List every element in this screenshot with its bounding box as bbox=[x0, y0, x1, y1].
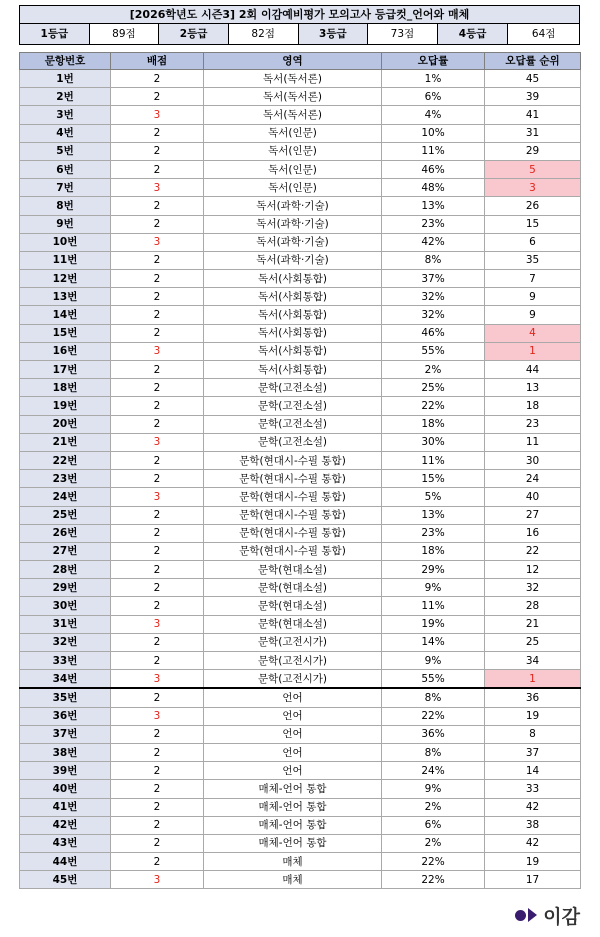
error-rank: 6 bbox=[485, 233, 581, 251]
question-number: 26번 bbox=[20, 524, 111, 542]
table-row bbox=[20, 415, 581, 433]
grade-label: 4등급 bbox=[438, 24, 509, 44]
question-number: 11번 bbox=[20, 251, 111, 269]
error-rank: 23 bbox=[485, 415, 581, 433]
table-row bbox=[20, 124, 581, 142]
question-number: 23번 bbox=[20, 470, 111, 488]
point-value: 2 bbox=[111, 470, 204, 488]
question-number: 22번 bbox=[20, 451, 111, 469]
point-value: 3 bbox=[111, 871, 204, 889]
point-value: 2 bbox=[111, 397, 204, 415]
point-value: 2 bbox=[111, 561, 204, 579]
question-number: 20번 bbox=[20, 415, 111, 433]
question-number: 7번 bbox=[20, 179, 111, 197]
column-header: 배점 bbox=[111, 53, 204, 70]
error-rank: 5 bbox=[485, 160, 581, 178]
error-rank: 37 bbox=[485, 743, 581, 761]
table-row bbox=[20, 762, 581, 780]
point-value: 2 bbox=[111, 142, 204, 160]
table-row bbox=[20, 342, 581, 360]
error-rate: 9% bbox=[382, 780, 485, 798]
column-header: 오답률 bbox=[382, 53, 485, 70]
table-row bbox=[20, 853, 581, 871]
domain-area: 독서(인문) bbox=[204, 160, 382, 178]
error-rate: 18% bbox=[382, 542, 485, 560]
error-rank: 1 bbox=[485, 670, 581, 689]
domain-area: 문학(현대소설) bbox=[204, 579, 382, 597]
error-rank: 12 bbox=[485, 561, 581, 579]
error-rate: 13% bbox=[382, 506, 485, 524]
error-rate: 22% bbox=[382, 853, 485, 871]
error-rate: 25% bbox=[382, 379, 485, 397]
table-row bbox=[20, 834, 581, 852]
point-value: 2 bbox=[111, 579, 204, 597]
error-rate-table bbox=[19, 52, 581, 889]
domain-area: 독서(사회통합) bbox=[204, 361, 382, 379]
question-number: 40번 bbox=[20, 780, 111, 798]
question-number: 8번 bbox=[20, 197, 111, 215]
domain-area: 독서(독서론) bbox=[204, 106, 382, 124]
domain-area: 독서(과학·기술) bbox=[204, 233, 382, 251]
error-rank: 29 bbox=[485, 142, 581, 160]
question-number: 43번 bbox=[20, 834, 111, 852]
question-number: 36번 bbox=[20, 707, 111, 725]
error-rate: 15% bbox=[382, 470, 485, 488]
error-rate: 9% bbox=[382, 652, 485, 670]
domain-area: 독서(독서론) bbox=[204, 70, 382, 88]
error-rate: 6% bbox=[382, 88, 485, 106]
error-rate: 2% bbox=[382, 798, 485, 816]
error-rate: 1% bbox=[382, 70, 485, 88]
error-rate: 14% bbox=[382, 633, 485, 651]
error-rate: 4% bbox=[382, 106, 485, 124]
question-number: 34번 bbox=[20, 670, 111, 689]
domain-area: 매체-언어 통합 bbox=[204, 780, 382, 798]
error-rate: 48% bbox=[382, 179, 485, 197]
table-row bbox=[20, 324, 581, 342]
error-rank: 42 bbox=[485, 834, 581, 852]
error-rate: 8% bbox=[382, 743, 485, 761]
question-number: 28번 bbox=[20, 561, 111, 579]
point-value: 3 bbox=[111, 488, 204, 506]
error-rank: 19 bbox=[485, 853, 581, 871]
question-number: 3번 bbox=[20, 106, 111, 124]
question-number: 16번 bbox=[20, 342, 111, 360]
error-rank: 36 bbox=[485, 688, 581, 707]
question-number: 45번 bbox=[20, 871, 111, 889]
point-value: 2 bbox=[111, 542, 204, 560]
domain-area: 문학(현대시-수필 통합) bbox=[204, 542, 382, 560]
error-rank: 17 bbox=[485, 871, 581, 889]
table-row bbox=[20, 798, 581, 816]
table-row bbox=[20, 270, 581, 288]
error-rank: 3 bbox=[485, 179, 581, 197]
table-row bbox=[20, 361, 581, 379]
question-number: 10번 bbox=[20, 233, 111, 251]
point-value: 3 bbox=[111, 707, 204, 725]
domain-area: 독서(과학·기술) bbox=[204, 251, 382, 269]
table-row bbox=[20, 470, 581, 488]
error-rank: 9 bbox=[485, 288, 581, 306]
error-rank: 9 bbox=[485, 306, 581, 324]
point-value: 2 bbox=[111, 834, 204, 852]
table-row bbox=[20, 561, 581, 579]
table-row bbox=[20, 160, 581, 178]
grade-label: 3등급 bbox=[299, 24, 369, 44]
domain-area: 문학(고전소설) bbox=[204, 433, 382, 451]
table-row bbox=[20, 633, 581, 651]
domain-area: 매체 bbox=[204, 871, 382, 889]
point-value: 3 bbox=[111, 670, 204, 689]
question-number: 25번 bbox=[20, 506, 111, 524]
error-rank: 32 bbox=[485, 579, 581, 597]
grade-cut-row bbox=[19, 24, 580, 45]
domain-area: 문학(고전소설) bbox=[204, 415, 382, 433]
error-rate: 8% bbox=[382, 688, 485, 707]
error-rank: 25 bbox=[485, 633, 581, 651]
error-rate: 19% bbox=[382, 615, 485, 633]
domain-area: 언어 bbox=[204, 707, 382, 725]
domain-area: 독서(사회통합) bbox=[204, 270, 382, 288]
error-rank: 11 bbox=[485, 433, 581, 451]
question-number: 31번 bbox=[20, 615, 111, 633]
table-row bbox=[20, 288, 581, 306]
table-row bbox=[20, 197, 581, 215]
question-number: 35번 bbox=[20, 688, 111, 707]
point-value: 2 bbox=[111, 633, 204, 651]
error-rank: 8 bbox=[485, 725, 581, 743]
domain-area: 독서(인문) bbox=[204, 124, 382, 142]
domain-area: 문학(현대소설) bbox=[204, 597, 382, 615]
table-row bbox=[20, 524, 581, 542]
point-value: 3 bbox=[111, 179, 204, 197]
error-rate: 11% bbox=[382, 142, 485, 160]
table-row bbox=[20, 179, 581, 197]
grade-value: 89점 bbox=[90, 24, 160, 44]
table-row bbox=[20, 542, 581, 560]
point-value: 2 bbox=[111, 306, 204, 324]
error-rate: 24% bbox=[382, 762, 485, 780]
domain-area: 문학(현대소설) bbox=[204, 561, 382, 579]
question-number: 39번 bbox=[20, 762, 111, 780]
error-rate: 2% bbox=[382, 361, 485, 379]
point-value: 2 bbox=[111, 197, 204, 215]
point-value: 2 bbox=[111, 652, 204, 670]
domain-area: 매체-언어 통합 bbox=[204, 834, 382, 852]
point-value: 2 bbox=[111, 215, 204, 233]
question-number: 18번 bbox=[20, 379, 111, 397]
question-number: 41번 bbox=[20, 798, 111, 816]
table-row bbox=[20, 251, 581, 269]
grade-value: 82점 bbox=[229, 24, 299, 44]
question-number: 15번 bbox=[20, 324, 111, 342]
point-value: 2 bbox=[111, 451, 204, 469]
question-number: 14번 bbox=[20, 306, 111, 324]
domain-area: 독서(과학·기술) bbox=[204, 215, 382, 233]
error-rate: 10% bbox=[382, 124, 485, 142]
error-rank: 26 bbox=[485, 197, 581, 215]
table-row bbox=[20, 615, 581, 633]
table-body bbox=[20, 70, 581, 889]
table-row bbox=[20, 433, 581, 451]
error-rate: 46% bbox=[382, 160, 485, 178]
error-rate: 32% bbox=[382, 288, 485, 306]
table-row bbox=[20, 451, 581, 469]
point-value: 2 bbox=[111, 816, 204, 834]
question-number: 33번 bbox=[20, 652, 111, 670]
question-number: 29번 bbox=[20, 579, 111, 597]
error-rate: 18% bbox=[382, 415, 485, 433]
point-value: 2 bbox=[111, 798, 204, 816]
question-number: 44번 bbox=[20, 853, 111, 871]
brand-logo bbox=[515, 903, 580, 927]
error-rate: 9% bbox=[382, 579, 485, 597]
error-rate: 42% bbox=[382, 233, 485, 251]
question-number: 38번 bbox=[20, 743, 111, 761]
error-rank: 35 bbox=[485, 251, 581, 269]
grade-value: 73점 bbox=[368, 24, 438, 44]
question-number: 2번 bbox=[20, 88, 111, 106]
error-rank: 45 bbox=[485, 70, 581, 88]
domain-area: 문학(현대시-수필 통합) bbox=[204, 470, 382, 488]
question-number: 21번 bbox=[20, 433, 111, 451]
domain-area: 독서(인문) bbox=[204, 142, 382, 160]
question-number: 13번 bbox=[20, 288, 111, 306]
question-number: 27번 bbox=[20, 542, 111, 560]
error-rate: 22% bbox=[382, 871, 485, 889]
error-rank: 42 bbox=[485, 798, 581, 816]
error-rate: 11% bbox=[382, 451, 485, 469]
error-rate: 36% bbox=[382, 725, 485, 743]
domain-area: 독서(독서론) bbox=[204, 88, 382, 106]
point-value: 2 bbox=[111, 88, 204, 106]
error-rate: 46% bbox=[382, 324, 485, 342]
error-rate: 55% bbox=[382, 342, 485, 360]
logo-mark-icon bbox=[515, 908, 537, 922]
domain-area: 언어 bbox=[204, 762, 382, 780]
table-row bbox=[20, 579, 581, 597]
domain-area: 문학(고전시가) bbox=[204, 652, 382, 670]
error-rank: 31 bbox=[485, 124, 581, 142]
table-row bbox=[20, 488, 581, 506]
domain-area: 문학(고전시가) bbox=[204, 670, 382, 689]
column-header: 영역 bbox=[204, 53, 382, 70]
question-number: 9번 bbox=[20, 215, 111, 233]
point-value: 2 bbox=[111, 288, 204, 306]
error-rank: 33 bbox=[485, 780, 581, 798]
point-value: 2 bbox=[111, 251, 204, 269]
question-number: 42번 bbox=[20, 816, 111, 834]
domain-area: 독서(과학·기술) bbox=[204, 197, 382, 215]
domain-area: 문학(고전소설) bbox=[204, 379, 382, 397]
error-rate: 8% bbox=[382, 251, 485, 269]
column-header: 오답률 순위 bbox=[485, 53, 581, 70]
table-row bbox=[20, 743, 581, 761]
error-rate: 32% bbox=[382, 306, 485, 324]
point-value: 3 bbox=[111, 106, 204, 124]
question-number: 32번 bbox=[20, 633, 111, 651]
point-value: 2 bbox=[111, 361, 204, 379]
error-rank: 1 bbox=[485, 342, 581, 360]
error-rate: 23% bbox=[382, 215, 485, 233]
point-value: 3 bbox=[111, 342, 204, 360]
error-rate: 13% bbox=[382, 197, 485, 215]
domain-area: 매체-언어 통합 bbox=[204, 798, 382, 816]
domain-area: 독서(사회통합) bbox=[204, 324, 382, 342]
domain-area: 문학(현대소설) bbox=[204, 615, 382, 633]
table-row bbox=[20, 707, 581, 725]
point-value: 2 bbox=[111, 688, 204, 707]
table-row bbox=[20, 106, 581, 124]
point-value: 3 bbox=[111, 233, 204, 251]
error-rank: 38 bbox=[485, 816, 581, 834]
domain-area: 독서(사회통합) bbox=[204, 342, 382, 360]
error-rank: 19 bbox=[485, 707, 581, 725]
table-row bbox=[20, 142, 581, 160]
question-number: 37번 bbox=[20, 725, 111, 743]
table-row bbox=[20, 397, 581, 415]
table-row bbox=[20, 688, 581, 707]
error-rate: 55% bbox=[382, 670, 485, 689]
error-rank: 18 bbox=[485, 397, 581, 415]
table-header-row bbox=[20, 53, 581, 70]
point-value: 2 bbox=[111, 853, 204, 871]
question-number: 19번 bbox=[20, 397, 111, 415]
table-row bbox=[20, 379, 581, 397]
error-rank: 7 bbox=[485, 270, 581, 288]
domain-area: 문학(고전소설) bbox=[204, 397, 382, 415]
error-rank: 21 bbox=[485, 615, 581, 633]
grade-label: 1등급 bbox=[20, 24, 90, 44]
point-value: 2 bbox=[111, 70, 204, 88]
point-value: 3 bbox=[111, 433, 204, 451]
point-value: 2 bbox=[111, 506, 204, 524]
error-rank: 4 bbox=[485, 324, 581, 342]
grade-label: 2등급 bbox=[159, 24, 229, 44]
point-value: 2 bbox=[111, 762, 204, 780]
domain-area: 언어 bbox=[204, 725, 382, 743]
error-rate: 5% bbox=[382, 488, 485, 506]
error-rate: 22% bbox=[382, 707, 485, 725]
question-number: 5번 bbox=[20, 142, 111, 160]
domain-area: 문학(현대시-수필 통합) bbox=[204, 488, 382, 506]
error-rate: 29% bbox=[382, 561, 485, 579]
error-rank: 27 bbox=[485, 506, 581, 524]
error-rate: 11% bbox=[382, 597, 485, 615]
question-number: 6번 bbox=[20, 160, 111, 178]
domain-area: 독서(사회통합) bbox=[204, 306, 382, 324]
domain-area: 독서(인문) bbox=[204, 179, 382, 197]
domain-area: 독서(사회통합) bbox=[204, 288, 382, 306]
error-rank: 39 bbox=[485, 88, 581, 106]
point-value: 3 bbox=[111, 615, 204, 633]
domain-area: 매체-언어 통합 bbox=[204, 816, 382, 834]
point-value: 2 bbox=[111, 324, 204, 342]
table-row bbox=[20, 652, 581, 670]
column-header: 문항번호 bbox=[20, 53, 111, 70]
table-row bbox=[20, 306, 581, 324]
error-rank: 34 bbox=[485, 652, 581, 670]
logo-text: 이감 bbox=[543, 905, 580, 928]
error-rank: 41 bbox=[485, 106, 581, 124]
error-rank: 15 bbox=[485, 215, 581, 233]
table-row bbox=[20, 215, 581, 233]
error-rank: 40 bbox=[485, 488, 581, 506]
point-value: 2 bbox=[111, 524, 204, 542]
table-row bbox=[20, 597, 581, 615]
table-row bbox=[20, 70, 581, 88]
question-number: 17번 bbox=[20, 361, 111, 379]
point-value: 2 bbox=[111, 597, 204, 615]
error-rate: 22% bbox=[382, 397, 485, 415]
question-number: 30번 bbox=[20, 597, 111, 615]
table-row bbox=[20, 670, 581, 689]
domain-area: 매체 bbox=[204, 853, 382, 871]
error-rank: 14 bbox=[485, 762, 581, 780]
question-number: 24번 bbox=[20, 488, 111, 506]
error-rank: 44 bbox=[485, 361, 581, 379]
point-value: 2 bbox=[111, 780, 204, 798]
domain-area: 문학(현대시-수필 통합) bbox=[204, 506, 382, 524]
error-rank: 30 bbox=[485, 451, 581, 469]
table-row bbox=[20, 816, 581, 834]
error-rate: 2% bbox=[382, 834, 485, 852]
point-value: 2 bbox=[111, 270, 204, 288]
table-row bbox=[20, 233, 581, 251]
error-rate: 6% bbox=[382, 816, 485, 834]
error-rank: 28 bbox=[485, 597, 581, 615]
point-value: 2 bbox=[111, 743, 204, 761]
point-value: 2 bbox=[111, 725, 204, 743]
table-row bbox=[20, 725, 581, 743]
error-rank: 22 bbox=[485, 542, 581, 560]
error-rate: 37% bbox=[382, 270, 485, 288]
table-row bbox=[20, 871, 581, 889]
question-number: 4번 bbox=[20, 124, 111, 142]
error-rank: 13 bbox=[485, 379, 581, 397]
domain-area: 문학(현대시-수필 통합) bbox=[204, 524, 382, 542]
error-rank: 16 bbox=[485, 524, 581, 542]
table-row bbox=[20, 780, 581, 798]
point-value: 2 bbox=[111, 160, 204, 178]
question-number: 12번 bbox=[20, 270, 111, 288]
point-value: 2 bbox=[111, 379, 204, 397]
grade-value: 64점 bbox=[508, 24, 579, 44]
domain-area: 언어 bbox=[204, 743, 382, 761]
domain-area: 언어 bbox=[204, 688, 382, 707]
domain-area: 문학(고전시가) bbox=[204, 633, 382, 651]
page-title: [2026학년도 시즌3] 2회 이감예비평가 모의고사 등급컷_언어와 매체 bbox=[19, 5, 580, 24]
point-value: 2 bbox=[111, 124, 204, 142]
question-number: 1번 bbox=[20, 70, 111, 88]
domain-area: 문학(현대시-수필 통합) bbox=[204, 451, 382, 469]
error-rank: 24 bbox=[485, 470, 581, 488]
error-rate: 30% bbox=[382, 433, 485, 451]
table-row bbox=[20, 506, 581, 524]
table-row bbox=[20, 88, 581, 106]
point-value: 2 bbox=[111, 415, 204, 433]
error-rate: 23% bbox=[382, 524, 485, 542]
